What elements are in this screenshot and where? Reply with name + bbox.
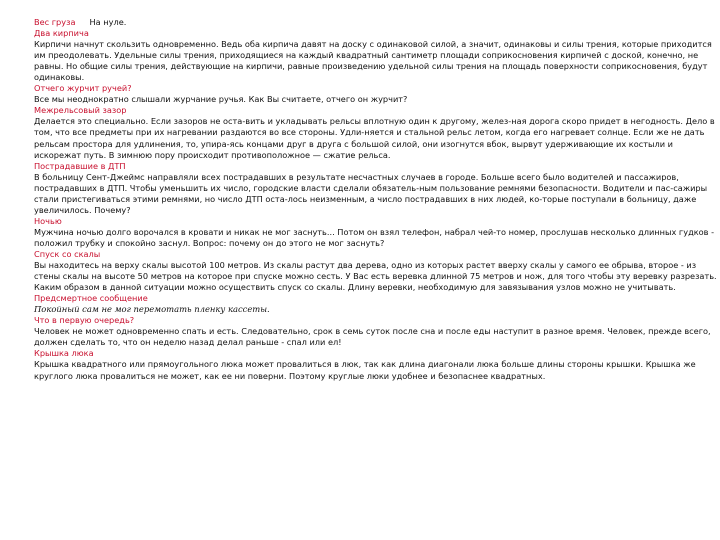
heading-stream: Отчего журчит ручей? bbox=[34, 83, 132, 94]
text-weight: На нуле. bbox=[89, 17, 127, 27]
heading-night: Ночью bbox=[34, 215, 62, 226]
document-body bbox=[34, 17, 718, 382]
text-dying-message: Покойный сам не мог перемотать пленку кассеты. bbox=[34, 304, 270, 315]
heading-two-bricks: Два кирпича bbox=[34, 28, 89, 39]
heading-cliff-descent: Спуск со скалы bbox=[34, 248, 101, 259]
heading-rail-gap: Межрельсовый зазор bbox=[34, 105, 127, 116]
text-what-first: Человек не может одновременно спать и есть. Следовательно, срок в семь суток после сна и после еды наступит в разное время. Человек, прежде всего, должен сделать то, что он неделю назад делал раньше - спал или ел! bbox=[34, 326, 711, 348]
text-two-bricks: Кирпичи начнут скользить одновременно. Ведь оба кирпича давят на доску с одинаковой силой, а значит, одинаковы и силы трения, которые приходится им преодолевать. Удельные силы трения, приходящиеся на каждый квадратный сантиметр площади соприкосновения кирпичей с доской, конечно, не равны. Но общие силы трения, действующие на кирпичи, равные произведению удельной силы трения на площадь поверхности соприкосновения, будут одинаковы. bbox=[34, 39, 712, 83]
text-night: Мужчина ночью долго ворочался в кровати и никак не мог заснуть... Потом он взял телефон, набрал чей-то номер, прослушав несколько длинных гудков - положил трубку и спокойно заснул. Вопрос: почему он до этого не мог заснуть? bbox=[34, 226, 715, 248]
text-cliff-descent: Вы находитесь на верху скалы высотой 100 метров. Из скалы растут два дерева, одно из которых растет вверху скалы у самого ее обрыва, второе - из стены скалы на высоте 50 метров на которое при спуске можно сесть. У Вас есть веревка длинной 75 метров и нож, для того чтобы эту веревку разрезать. Каким образом в данной ситуации можно осуществить спуск со скалы. Длину веревки, необходимую для завязывания узлов можно не учитывать. bbox=[34, 260, 717, 293]
heading-manhole-cover: Крышка люка bbox=[34, 348, 94, 359]
heading-what-first: Что в первую очередь? bbox=[34, 315, 135, 326]
text-stream: Все мы неоднократно слышали журчание ручья. Как Вы считаете, отчего он журчит? bbox=[34, 94, 408, 105]
text-manhole-cover: Крышка квадратного или прямоугольного люка может провалиться в люк, так как длина диагонали люка больше длины стороны крышки. Крышка же круглого люка провалиться не может, как ее ни поверни. Поэтому круглые люки удобнее и безопаснее квадратных. bbox=[34, 359, 696, 381]
heading-dying-message: Предсмертное сообщение bbox=[34, 293, 148, 304]
text-rail-gap: Делается это специально. Если зазоров не оста-вить и укладывать рельсы вплотную один к другому, желез-ная дорога скоро придет в негодность. Дело в том, что все предметы при их нагревании раздаются во все стороны. Удли-няется и стальной рельс летом, когда его нагревает солнце. Если же не дать рельсам простора для удлинения, то, упира-ясь концами друг в друга с большой силой, они изогнутся вбок, вырвут удерживающие их костыли и искорежат путь. В зимнюю пору происходит противоположное — сжатие рельса. bbox=[34, 116, 715, 160]
text-accident-victims: В больницу Сент-Джеймс направляли всех пострадавших в результате несчастных случаев в городе. Больше всего было водителей и пассажиров, пострадавших в ДТП. Чтобы уменьшить их число, городские власти сделали обязатель-ным пользование ремнями безопасности. Водители и пас-сажиры стали пристегиваться этими ремнями, но число ДТП оста-лось неизменным, а число пострадавших в них людей, ко-торые поступали в больницу, даже увеличилось. Почему? bbox=[34, 171, 708, 215]
entry-weight bbox=[34, 17, 718, 28]
heading-weight: Вес груза bbox=[34, 17, 76, 27]
heading-accident-victims: Пострадавшие в ДТП bbox=[34, 160, 126, 171]
